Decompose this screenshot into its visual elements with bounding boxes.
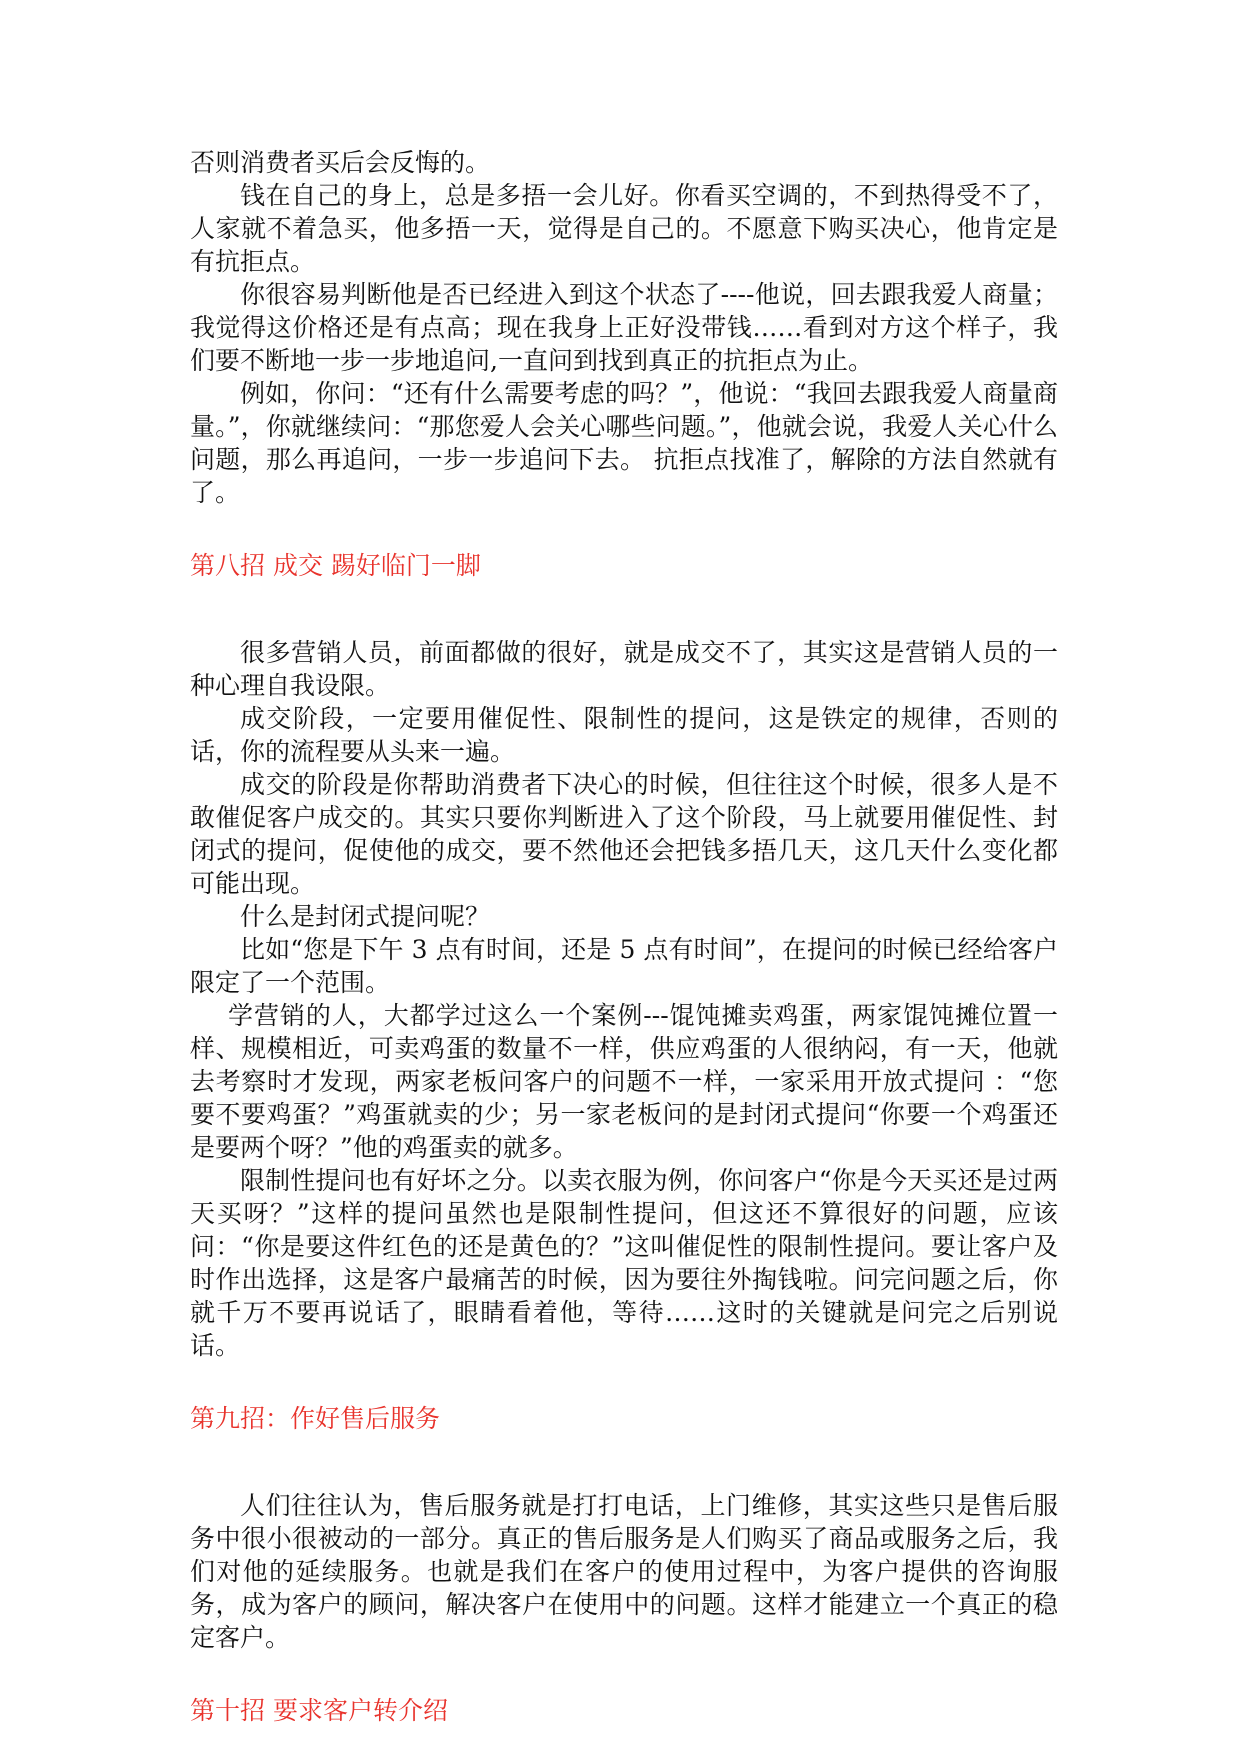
paragraph: 学营销的人，大都学过这么一个案例---馄饨摊卖鸡蛋，两家馄饨摊位置一样、规模相近，可卖鸡蛋的数量不一样，供应鸡蛋的人很纳闷，有一天，他就去考察时才发现，两家老板问客户的问题不一样，一家采用开放式提问 ：“您要不要鸡蛋？”鸡蛋就卖的少；另一家老板问的是封闭式提问“你要一个鸡蛋还是要两个呀？”他的鸡蛋卖的就多。 [190,1001,1058,1162]
section-heading-8: 第八招 成交 踢好临门一脚 [190,551,481,580]
paragraph-continuation: 否则消费者买后会反悔的。 [190,148,491,177]
section-heading-10: 第十招 要求客户转介绍 [190,1696,448,1725]
document-body [190,146,1058,1727]
section-heading-9: 第九招：作好售后服务 [190,1404,441,1433]
paragraph: 比如“您是下午 3 点有时间，还是 5 点有时间”，在提问的时候已经给客户限定了一个范围。 [190,935,1058,997]
paragraph: 钱在自己的身上，总是多捂一会儿好。你看买空调的，不到热得受不了，人家就不着急买，他多捂一天，觉得是自己的。不愿意下购买决心，他肯定是有抗拒点。 [190,181,1058,276]
paragraph: 成交阶段，一定要用催促性、限制性的提问，这是铁定的规律，否则的话，你的流程要从头来一遍。 [190,704,1058,766]
paragraph: 限制性提问也有好坏之分。以卖衣服为例，你问客户“你是今天买还是过两天买呀？”这样的提问虽然也是限制性提问，但这还不算很好的问题，应该问：“你是要这件红色的还是黄色的？”这叫催促性的限制性提问。要让客户及时作出选择，这是客户最痛苦的时候，因为要往外掏钱啦。问完问题之后，你就千万不要再说话了，眼睛看着他，等待……这时的关键就是问完之后别说话。 [190,1166,1058,1360]
paragraph: 很多营销人员，前面都做的很好，就是成交不了，其实这是营销人员的一种心理自我设限。 [190,638,1058,700]
paragraph: 成交的阶段是你帮助消费者下决心的时候，但往往这个时候，很多人是不敢催促客户成交的。其实只要你判断进入了这个阶段，马上就要用催促性、封闭式的提问，促使他的成交，要不然他还会把钱多捂几天，这几天什么变化都可能出现。 [190,770,1058,898]
paragraph: 什么是封闭式提问呢？ [240,902,491,931]
paragraph: 你很容易判断他是否已经进入到这个状态了----他说，回去跟我爱人商量；我觉得这价格还是有点高；现在我身上正好没带钱……看到对方这个样子，我们要不断地一步一步地追问,一直问到找到真正的抗拒点为止。 [190,280,1058,375]
paragraph: 例如，你问：“还有什么需要考虑的吗？”，他说：“我回去跟我爱人商量商量。”，你就继续问：“那您爱人会关心哪些问题。”，他就会说，我爱人关心什么问题，那么再追问，一步一步追问下去。 抗拒点找准了，解除的方法自然就有了。 [190,379,1058,507]
paragraph: 人们往往认为，售后服务就是打打电话，上门维修，其实这些只是售后服务中很小很被动的一部分。真正的售后服务是人们购买了商品或服务之后，我们对他的延续服务。也就是我们在客户的使用过程中，为客户提供的咨询服务，成为客户的顾问，解决客户在使用中的问题。这样才能建立一个真正的稳定客户。 [190,1491,1058,1652]
